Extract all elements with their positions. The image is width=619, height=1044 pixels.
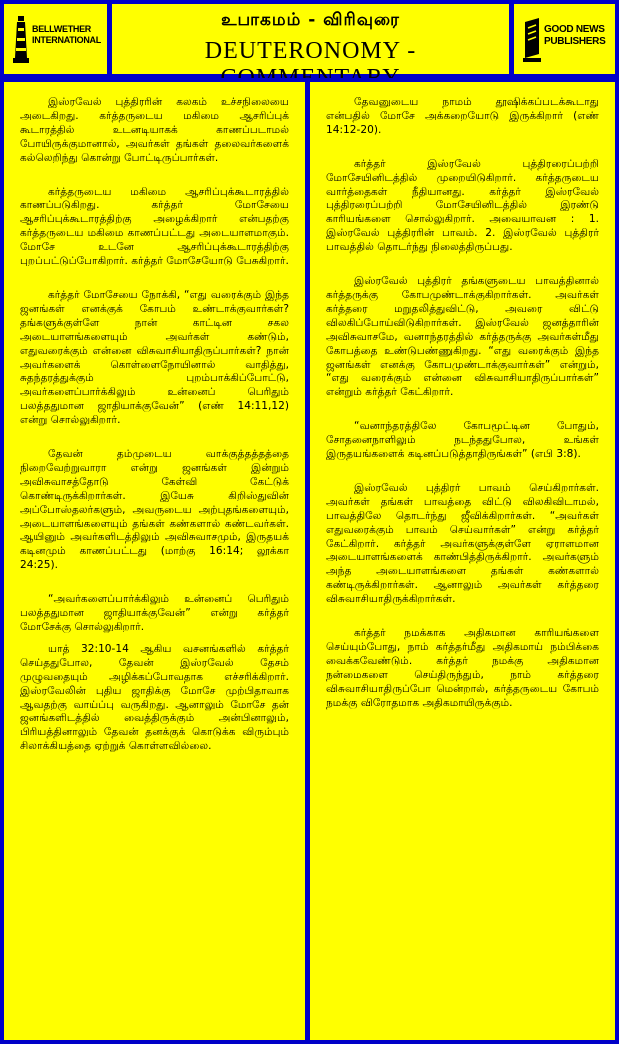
header <box>0 0 619 78</box>
paragraph: இஸ்ரவேல் புத்திரரின் கலகம் உச்சநிலையை அடைகிறது. கர்த்தருடைய மகிமை ஆசரிப்புக் கூடாரத்தில் உடனடியாகக் காணப்படாமல் போயிருக்குமானால், அவர்கள் தங்கள் தலைவர்களைக் கல்லெறிந்து கொன்று போட்டிருப்பார்கள். <box>20 96 289 164</box>
book-icon <box>522 14 542 64</box>
paragraph: கர்த்தர் மோசேயை நோக்கி, “எது வரைக்கும் இந்த ஜனங்கள் எனக்குக் கோபம் உண்டாக்குவார்கள்? தங்களுக்குள்ளே நான் காட்டின சகல அடையாளங்களையும் அவர்கள் கண்டும், எதுவரைக்கும் என்னை விசுவாசியாதிருப்பார்கள்? நான் அவர்களைக் கொள்ளைநோயினால் வாதித்து, சுதந்தரத்துக்கும் புறம்பாக்கிப்போட்டு, அவர்களைப்பார்க்கிலும் உன்னைப் பெரிதும் பலத்ததுமான ஜாதியாக்குவேன்” (எண் 14:11,12) என்று சொல்லுகிறார். <box>20 288 289 427</box>
paragraph: கர்த்தர் இஸ்ரவேல் புத்திரரைப்பற்றி மோசேயினிடத்தில் முறையிடுகிறார். கர்த்தருடைய வார்த்தைகள் நீதியானது. கர்த்தர் இஸ்ரவேல் புத்திரரைப்பற்றி மோசேயினிடத்தில் இரண்டு காரியங்களை சொல்லுகிறார். அவையாவன : 1. இஸ்ரவேல் புத்திரரின் பாவம். 2. இஸ்ரவேல் புத்திரர் பாவத்தில் தொடர்ந்து நிலைத்திருப்பது. <box>326 157 599 254</box>
right-column <box>310 82 615 1040</box>
left-column <box>4 82 305 1040</box>
paragraph: “அவர்களைப்பார்க்கிலும் உன்னைப் பெரிதும் பலத்ததுமான ஜாதியாக்குவேன்” என்று கர்த்தர் மோசேக்கு சொல்லுகிறார். <box>20 593 289 633</box>
left-logo-text: BELLWETHER INTERNATIONAL <box>32 24 101 45</box>
paragraph: இஸ்ரவேல் புத்திரர் தங்களுடைய பாவத்தினால் கர்த்தருக்கு கோபமுண்டாக்குகிறார்கள். அவர்கள் கர்த்தரை மறுதலித்துவிட்டு, அவரை விட்டு விலகிப்போய்விடுகிறார்கள். இஸ்ரவேல் ஜனத்தாரின் அவிசுவாசமே, வனாந்தரத்தில் கர்த்தருக்கு அவர்கள்மீது கோபத்தை உண்டுபண்ணுகிறது. “எது வரைக்கும் இந்த ஜனங்கள் எனக்கு கோபமுண்டாக்குவார்கள்” என்றும், “எது வரைக்கும் என்னை விசுவாசியாதிருப்பார்கள்” என்றும் கர்த்தர் கேட்கிறார். <box>326 275 599 399</box>
lighthouse-icon <box>12 14 30 64</box>
paragraph: தேவன் தம்முடைய வாக்குத்தத்தத்தை நிறைவேற்றுவாரா என்று ஜனங்கள் இன்றும் அவிசுவாசத்தோடு கேள்வி கேட்டுக் கொண்டிருக்கிறார்கள். இயேசு கிறிஸ்துவின் அப்போஸ்தலர்களும், அவருடைய அற்புதங்களையும், அடையாளங்களையும் தங்கள் கண்களால் கண்டவர்கள். ஆயினும் அவர்களிடத்திலும் அவிசுவாசமும், இருதயக் கடினமும் காணப்பட்டது (மாற்கு 16:14; லூக்கா 24:25). <box>20 448 289 572</box>
right-logo-box <box>514 4 615 74</box>
paragraph: இஸ்ரவேல் புத்திரர் பாவம் செய்கிறார்கள். அவர்கள் தங்கள் பாவத்தை விட்டு விலகிவிடாமல், பாவத்திலே தொடர்ந்து ஜீவிக்கிறார்கள். “அவர்கள் எதுவரைக்கும் பாவம் செய்வார்கள்” என்று கர்த்தர் கேட்கிறார். கர்த்தர் அவர்களுக்குள்ளே ஏராளமான அடையாளங்களைக் காண்பித்திருக்கிறார். அவர்களும் அந்த அடையாளங்களை தங்கள் கண்களால் கண்டிருக்கிறார்கள். ஆனாலும் அவர்கள் கர்த்தரை விசுவாசியாதிருக்கிறார்கள். <box>326 481 599 606</box>
content-area <box>0 78 619 1044</box>
paragraph: கர்த்தர் நமக்காக அதிகமான காரியங்களை செய்யும்போது, நாம் கர்த்தர்மீது அதிகமாய் நம்பிக்கை வைக்கவேண்டும். கர்த்தர் நமக்கு அதிகமான நன்மைகளை செய்திருந்தும், நாம் கர்த்தரை விசுவாசியாதிருப்போ மென்றால், கர்த்தருடைய கோபம் நமக்கு விரோதமாக அதிகமாயிருக்கும். <box>326 627 599 709</box>
paragraph: “வனாந்தரத்திலே கோபமூட்டின போதும், சோதனைநாளிலும் நடந்ததுபோல, உங்கள் இருதயங்களைக் கடினப்படுத்தாதிருங்கள்” (எபி 3:8). <box>326 420 599 461</box>
paragraph: தேவனுடைய நாமம் தூஷிக்கப்படக்கூடாது என்பதில் மோசே அக்கறையோடு இருக்கிறார் (எண் 14:12-20). <box>326 96 599 136</box>
title-english: DEUTERONOMY - <box>204 38 417 64</box>
paragraph: யாத் 32:10-14 ஆகிய வசனங்களில் கர்த்தர் செய்ததுபோல, தேவன் இஸ்ரவேல் தேசம் முழுவதையும் அழிக்கப்போவதாக எச்சரிக்கிறார். இஸ்ரவேலின் புதிய ஜாதிக்கு மோசே முற்பிதாவாக ஆவதற்கு வாய்ப்பு வருகிறது. ஆனாலும் மோசே தன் ஜனங்களிடத்தில் வைத்திருக்கும் அன்பினாலும், பிரியத்தினாலும் தேவன் தனக்குக் கொடுக்க விரும்பும் சிலாக்கியத்தை ஏற்றுக் கொள்ளவில்லை. <box>20 642 289 753</box>
title-box <box>112 4 509 74</box>
bellwether-logo <box>10 12 102 66</box>
right-logo-text: GOOD NEWS PUBLISHERS <box>544 24 606 47</box>
paragraph: கர்த்தருடைய மகிமை ஆசரிப்புக்கூடாரத்தில் காணப்படுகிறது. கர்த்தர் மோசேயை ஆசரிப்புக்கூடாரத்திற்கு அழைக்கிறார் என்பதற்கு கர்த்தருடைய மகிமை காணப்பட்டது அடையாளமாகும். மோசே உடனே ஆசரிப்புக்கூடாரத்திற்கு புறப்பட்டுப்போகிறார். கர்த்தர் மோசேயோடு பேசுகிறார். <box>20 185 289 268</box>
left-logo-box <box>4 4 107 74</box>
good-news-logo <box>520 12 612 66</box>
title-tamil: உபாகமம் - விரிவுரை <box>221 10 400 30</box>
